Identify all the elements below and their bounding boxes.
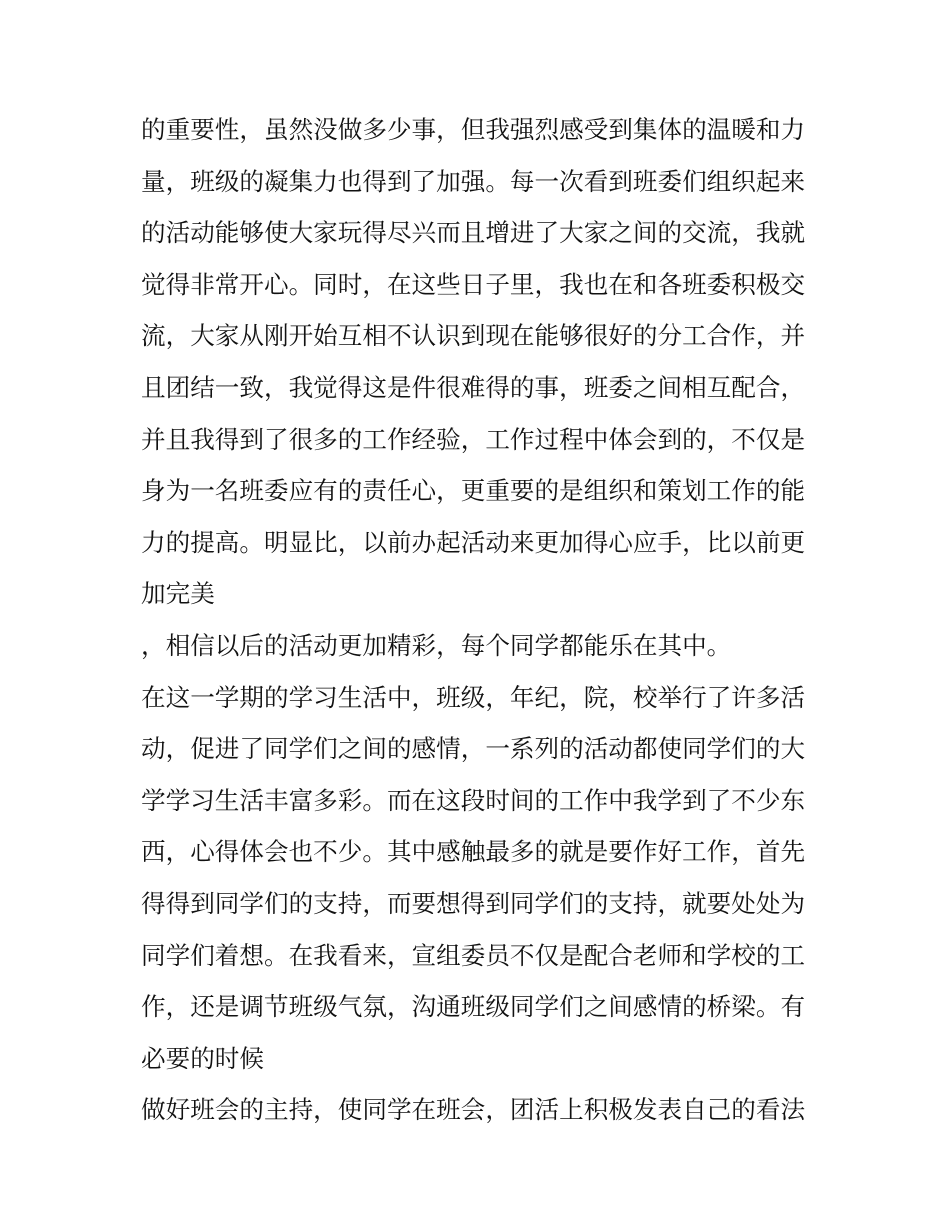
text-line: 做好班会的主持，使同学在班会，团活上积极发表自己的看法 — [141, 1095, 806, 1125]
text-line: 得得到同学们的支持，而要想得到同学们的支持，就要处处为 — [141, 888, 806, 918]
body-text — [141, 104, 813, 1136]
text-line: 西，心得体会也不少。其中感触最多的就是要作好工作，首先 — [141, 837, 806, 867]
text-line: 加完美 — [141, 579, 215, 609]
text-line: 的重要性，虽然没做多少事，但我强烈感受到集体的温暖和力 — [141, 115, 806, 144]
text-line: 觉得非常开心。同时，在这些日子里，我也在和各班委积极交 — [141, 269, 806, 299]
text-line: 并且我得到了很多的工作经验，工作过程中体会到的，不仅是 — [141, 424, 806, 454]
text-line: 作，还是调节班级气氛，沟通班级同学们之间感情的桥梁。有 — [141, 992, 806, 1022]
text-line: 力的提高。明显比，以前办起活动来更加得心应手，比以前更 — [141, 527, 806, 557]
text-line: 学学习生活丰富多彩。而在这段时间的工作中我学到了不少东 — [141, 785, 806, 815]
text-line: 同学们着想。在我看来，宣组委员不仅是配合老师和学校的工 — [141, 940, 806, 970]
text-line: ，相信以后的活动更加精彩，每个同学都能乐在其中。 — [141, 630, 732, 660]
text-line: 量，班级的凝集力也得到了加强。每一次看到班委们组织起来 — [141, 166, 806, 196]
text-line: 的活动能够使大家玩得尽兴而且增进了大家之间的交流，我就 — [141, 218, 806, 248]
text-line: 在这一学期的学习生活中，班级，年纪，院，校举行了许多活 — [141, 682, 806, 712]
text-line: 流，大家从刚开始互相不认识到现在能够很好的分工合作，并 — [141, 321, 806, 351]
text-line: 且团结一致，我觉得这是件很难得的事，班委之间相互配合， — [141, 372, 806, 402]
text-line: 必要的时候 — [141, 1043, 264, 1073]
text-line: 身为一名班委应有的责任心，更重要的是组织和策划工作的能 — [141, 476, 806, 506]
text-line: 动，促进了同学们之间的感情，一系列的活动都使同学们的大 — [141, 734, 806, 764]
